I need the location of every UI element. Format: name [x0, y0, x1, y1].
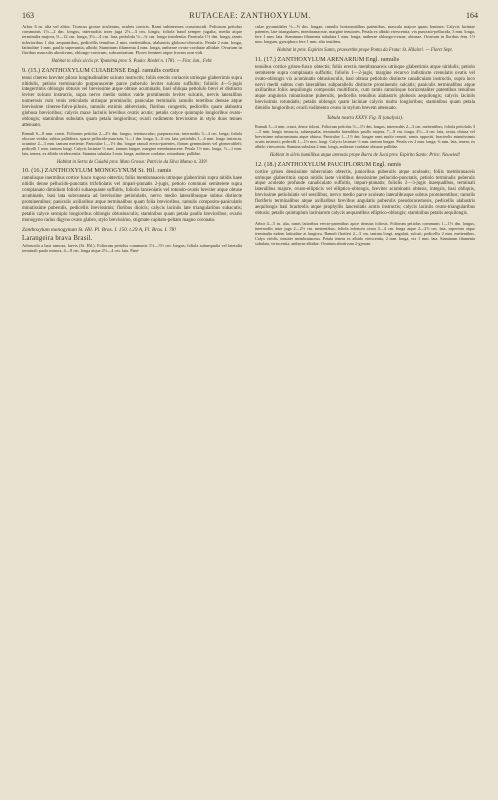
vernacular-name: Larangeira brava Brasil. — [22, 234, 93, 242]
continued-description-text: Arbor 6 m. alta vel altior. Truncus grosse aculeatus, aculeis conicis. Rami subinermes crassiusculi. Foliorum petiolus communis 1½—2 dm. longus, internodiis inter juga 2½—3 cm. longis; foliola haud semper jugalia, media atque terminalia majora, 9—12 cm. longa, 3½—4 cm. lata, petiolula ½—¾ cm. longo insidentia. Panicula 1½ dm. longa, ramis inferioribus 1 dm. aequantibus, pedicellis tenuibus 2 mm. metientibus, alabastris globoso-obovatis. Petala 2 mm. longa, latitudine 1 mm. paullo superantia, albida. Staminum filamenta 4 mm. longa, antherae ovato-cordatae albidae. Ovarium in floribus masculis abortivum, oblongo-conicum, subcontratum. Flores feminei atque fructus non vidi. — [22, 24, 242, 56]
left-column — [22, 24, 242, 257]
species-9-title: 9. (15.) ZANTHOXYLUM CUIABENSE Engl. ramulis cortice — [22, 66, 180, 74]
species-10-diagnosis: ramulisque inermibus cortice fusco rugoso obtectis; foliis membranaceis utrinque glaberrimis supra nitidis haee nitidis dense pellucido-punctatis trifoliolatis vel impari-pinnatis 2-jugis, petiolo communi semiterete supra complanato dimidium foliolii subaequante suffultis, foliolis lanceolatis vel rotundo-ovatis breviter atque obtuse acuminatis, basi lata subcuneata ad brevissime petiolulatis, nervo medio lateralibusque subtus distincte prominentibus; paniculis axillaribus atque terminalibus quam folia brevioribus, ramulis composito-paniculatis minutissime puberulis, pedicellis brevissimis; floribus dioicis; calycis laciniis late triangularibus subacutis; petalis calyce sextuplo longioribus oblongis obtusiusculis; staminibus quam petala paullo brevioribus; ovario monogyno rarius digyno ovato glabro, stylo brevissimo, stigmate capitato-peltato magno coronato. — [22, 176, 242, 223]
species-12 — [255, 161, 475, 217]
species-12-description-text: Arbor 4—5 m. alta, ramis latioribus erecto-patentibus apice densius foliosis. Foliorum petiolus communis 1—1½ dm. longus, internodiis inter juga 2—2½ cm. metientibus; foliola inferiora ovata 3—4 cm. longa atque 2—2½ cm. lata, superiora atque terminalia eadem latitudine at longiora. Ramuli floriferi 2—3 cm. tantum longi, angulati, sulcati, pedicellis 2 mm. metientibus. Calyx viridis, tenuiter membranaceus. Petala tenera ex albido virescentia, 2 mm. longa, vix 1 mm. lata. Staminum filamenta subulata, virescentia, antherae albidae. Ovarium abortivum 2-gynum. — [255, 220, 475, 246]
species-12-title: 12. (18.) ZANTHOXYLUM PAUCIFLORUM Engl. ramis — [255, 160, 402, 168]
running-header — [22, 8, 478, 20]
species-9-diagnosis: tenui cinereo breviter piloso longitudinaliter sulcato instructis; foliis erectis coriaceis utrinque glaberrimis supra nitidulis, petiolo terminaculo purpurascente parce puberulo leviter sulcato suffultis; foliolis 4—5-jugis integerrimis oblongis obtusis vel brevissime atque obtuse acuminatis, basi obliqua petiolulo brevi et distincto leviter sulcato instructis, supra nervo medio subtus valde prominentis leviter sulcatis, nervis lateralibus numerosis cum venis reticulatis utrinque prominulis; paniculae terminalis ramulis teretibus densae atque brevissime cinereo-fulvo-pilosis, ramulis extimis abbreviatis, floribus congestis, pedicellis quam alabastra globosa brevioribus; calycis maxe laciniis brevibus ovatis acutis; petalis calyce quintuplo longioribus ovato-oblongis; staminibus subulatis quam petala longioribus; ovarii rudimento brevissimo in stylo duos tenues attenuato. — [22, 75, 242, 128]
continued-description-right — [255, 24, 475, 44]
species-11-ramuli-text: Ramuli 3—4 mm. crassi, dense foliosi. Foliorum petiolus ½—1½ dm. longus, internodiis 2—3 cm. metientibus; foliola petiolulis 3—5 mm. longis instructa, subaequalia, terminalia lateralibus paullo majora, 7—8 cm. longa, 4½—4 cm. lata, ovata, obtusa vel brevissime subacuminata atque obtusa. Paniculae 1—1½ dm. longae rami multo remoti, ramis oppositi, bracteolis minutissimis acutis instructi; pedicelli 1—1½ mm. longi. Calycis laciniae ⅓ mm. tantum longae. Petala vix 2 mm. longa, ¾ mm. lata, tenera, ex albido virescentia. Stamina subulata 2 mm. longa, antherae cordatae obtusae pallidae. — [255, 124, 475, 150]
species-11 — [255, 56, 475, 112]
habitat-note-3: Habitat in prov. Espirito Santo, praesertim prope Ponta da Fruta: St. Hilaire!. — Florct Sept. — [277, 48, 453, 54]
species-12-diagnosis: cortice griseo densissime tuberculato obtectis, junioribus puberulis atque aculeatis; foliis membranaceis utrinque glaberrimis supra nitidis laete viridibus densissime pellucido-punctatis, petiolo terminalis puberulo atque aculeato profunde canaliculato suffultis, impari-pinnatis; foliolis 2—3-jugis inaequalibus, terminali lateralibus majore, ovato-ellipticis vel elliptico-oblongis, breviter acuminatis obtusis, integris, basi obliquis, brevissime petiolulatis vel sessilibus, nervo medio parce aculeato lateralibusque subtus prominentibus; ramulis floriferis terminalibus atque axillaribus brevibus angulatis puberulis pseudoracemosis, pedicellis alabastris aequilongis basi bracteolis atque prophyllis lanceolatis acutis instructis; calycis laciniis ovato-triangularibus obtusis; petalis quintuplum laciniarum calycis aequantibus elliptico-oblongis; staminibus petalis aequilongis. — [255, 169, 475, 216]
species-12-description — [255, 221, 475, 246]
species-11-ramuli — [255, 124, 475, 149]
species-10 — [22, 167, 242, 223]
species-9 — [22, 67, 242, 156]
habitat-note-2: Habitat in Serra de Cuiabá prov. Mato Grosso: Patricio da Silva Manso n. 339! — [56, 159, 208, 165]
plate-reference: Tabula nostra XXXV. Fig. II (analysis). — [326, 116, 404, 122]
habitat-note: Habitat in silvis siccis pr. Ypanéma prov. S. Paulo: Riedel n. 1781. — Flor. Jan., Febr. — [51, 59, 213, 65]
species-10-title: 10. (16.) ZANTHOXYLUM MONOGYNUM St. Hil. ramis — [22, 167, 172, 175]
species-11-diagnosis: tenuibus cortice griseo-fusco obtectis; foliis erectis membranaceis utrinque glaberrimis atque nitidulis; petiolo semiterete supra complanato suffultis; foliolis 1—2-jugis, margine recurvo indistincte crenulatis ovatis vel ovato-oblongis vix acuminatis obtusiusculis, basi obtusa petiolulo distincte canaliculato instructis, supra loco nervi medii subtus cum lateralibus subparallelis distincte prominentis sulcatis; paniculis terminalibus atque axillaribus foliis aequilongis compositis multifloris, cum ramis ramulisque horizontaliter patentibus tenuibus atque angulosis minutissime puberulis, pedicellis tenuibus alabastris globosis aequilongis; calycis laciniis brevissimis rotundatis; petalis oblongis quam laciniae calycis multo longioribus; staminibus quam petala dimidio longioribus; ovarii rudimento ovato in stylum brevem attenuato. — [255, 64, 475, 112]
continued-description — [22, 24, 242, 55]
running-title: RUTACEAE: ZANTHOXYLUM. — [189, 11, 311, 20]
species-10-description-text: Arbuscula a basi ramosa, laevis (St. Hil.). Foliorum petiolus communis 1½—3½ cm. longus; foliola subaequalia vel lateralia terminali paulo minora, 4—8 cm. longa atque 2½—4 cm. lata. Pani- — [22, 242, 242, 253]
synonym-citation: Zanthoxylum monogynum St. Hil. Pl. Bras. I. 150. t.29 A, Fl. Bras. I. 78! — [22, 227, 177, 234]
species-10-description — [22, 243, 242, 253]
page-number-right: 164 — [466, 11, 478, 20]
continued-description-right-text: culae pyramidales ½—⅔ dm. longae, ramulis horizontalibus patentibus, mascula majore quam feminea. Calycis laciniae patentes, late triangulares, membranaceae, margine tenuiores. Petala ex albido virescentia, vix punctato-pellucida, 3 mm. longa, fere 1 mm. lata. Staminum filamenta subulata 1 mm. longa, antherae oblongo-ovatae, obtusae. Ovarium in floribus fem. 1½ mm. longum, gynophoro fere 1 mm. alto insidens. — [255, 24, 475, 45]
species-9-ramuli-text: Ramuli 6—8 mm. crassi. Foliorum petiolus 2—2½ dm. longus, teretiusculus, purpurascens, internodiis 3—4 cm. longa; foliola obscure viridia, subtus pallidiora, sparse pellucido-punctata, ½—1 dm. longa, 3—6 cm. lata, petiolulis 3—4 mm. longo instructa, acumine 2—3 mm. tantum metiente. Paniculae 1—1½ dm. longae ramuli erecto-patentes, florum gemmulariis vel glomerulifeři; pedicelli 1 mm. tantum longi. Calycis laciniae ⅓ mm. tantum longae, margine membranaceae. Petala 1½ mm. longa, ½—1 mm. lata, tenera, ex albido viridescentia. Stamina subulata 3 mm. longa; antherae cordatae, rotundatae, pallidae. — [22, 130, 242, 156]
habitat-note-4: Habitat in silvis humilibus atque arenosis prope Barra de Jucú prov. Espirito Santo: Princ. Neuwied! — [269, 153, 460, 159]
page-number-left: 163 — [22, 11, 34, 20]
right-column — [255, 24, 475, 250]
species-11-title: 11. (17.) ZANTHOXYLUM ARENARIUM Engl. ramulis — [255, 55, 400, 63]
